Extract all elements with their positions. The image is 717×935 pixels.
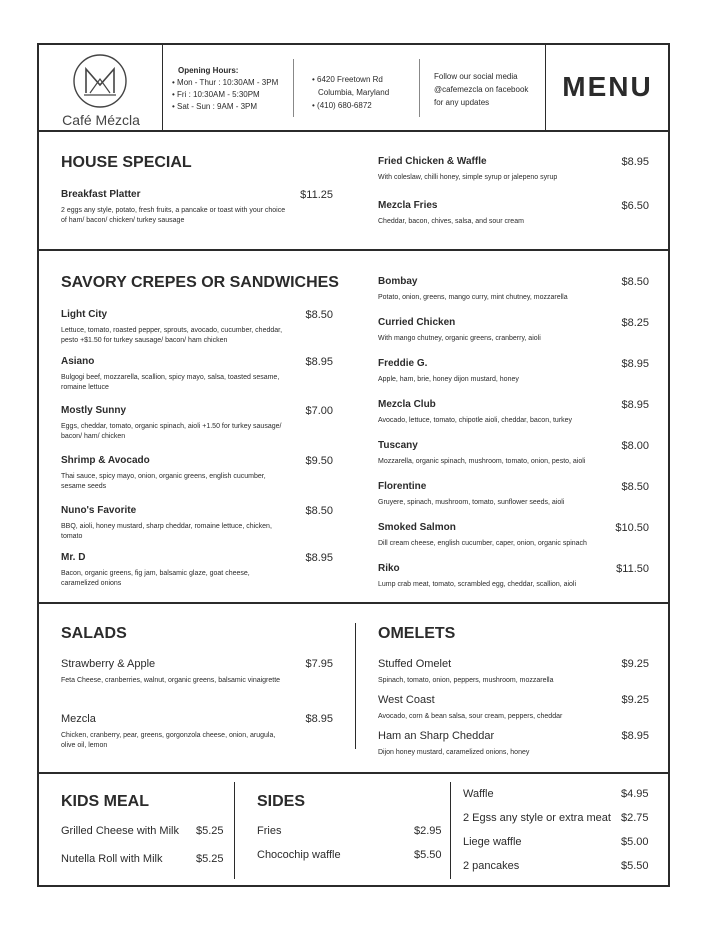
section-divider xyxy=(39,249,668,251)
phone-line: • (410) 680-6872 xyxy=(312,101,372,110)
menu-item xyxy=(61,713,333,751)
menu-item xyxy=(378,358,649,385)
section-title-omelets: OMELETS xyxy=(378,625,456,642)
item-price: $8.50 xyxy=(621,481,649,493)
address-block xyxy=(312,73,389,112)
menu-item xyxy=(378,563,649,590)
item-desc: Mozzarella, organic spinach, mushroom, tomato, onion, pesto, aioli xyxy=(378,458,586,465)
item-desc: Avocado, corn & bean salsa, sour cream, peppers, cheddar xyxy=(378,713,563,720)
column-divider xyxy=(450,782,451,879)
menu-item xyxy=(61,552,333,589)
item-price: $8.95 xyxy=(305,356,333,368)
section-title-savory: SAVORY CREPES OR SANDWICHES xyxy=(61,274,339,291)
menu-title-box xyxy=(545,45,668,132)
item-name: Riko xyxy=(378,563,400,574)
item-name: West Coast xyxy=(378,694,435,706)
social-line: for any updates xyxy=(434,98,490,107)
item-name: Mezcla Club xyxy=(378,399,436,410)
extras-item-name: Liege waffle xyxy=(463,836,522,848)
menu-item xyxy=(378,481,649,508)
item-price: $7.95 xyxy=(305,658,333,670)
item-price: $6.50 xyxy=(621,200,649,212)
column-divider xyxy=(234,782,235,879)
item-name: Asiano xyxy=(61,356,95,367)
menu-frame xyxy=(37,43,670,887)
item-desc: BBQ, aioli, honey mustard, sharp cheddar, romaine lettuce, chicken, tomato xyxy=(61,523,272,540)
menu-item xyxy=(378,730,649,758)
extras-item-name: 2 Egss any style or extra meat xyxy=(463,812,611,824)
item-desc: Eggs, cheddar, tomato, organic spinach, aioli +1.50 for turkey sausage/ bacon/ ham/ chicken xyxy=(61,423,282,440)
menu-header xyxy=(39,45,668,132)
item-name: Stuffed Omelet xyxy=(378,658,452,670)
social-line: Follow our social media xyxy=(434,72,518,81)
item-name: Fried Chicken & Waffle xyxy=(378,156,487,167)
menu-item xyxy=(378,276,649,303)
item-price: $8.95 xyxy=(621,399,649,411)
kids-item-price: $5.25 xyxy=(196,825,224,837)
item-price: $10.50 xyxy=(615,522,649,534)
section-title-salads: SALADS xyxy=(61,625,127,642)
item-price: $8.00 xyxy=(621,440,649,452)
item-desc: Thai sauce, spicy mayo, onion, organic greens, english cucumber, sesame seeds xyxy=(61,473,266,490)
menu-item xyxy=(61,189,333,226)
extras-item-name: Waffle xyxy=(463,788,494,800)
item-price: $8.50 xyxy=(305,505,333,517)
item-price: $8.95 xyxy=(621,730,649,742)
menu-item xyxy=(61,658,333,686)
menu-item xyxy=(378,317,649,344)
item-desc: Lump crab meat, tomato, scrambled egg, cheddar, scallion, aioli xyxy=(378,581,577,588)
item-desc: 2 eggs any style, potato, fresh fruits, a pancake or toast with your choice of ham/ bacon/ chicken/ turkey sausage xyxy=(61,207,286,224)
opening-hours xyxy=(172,65,278,113)
sides-item-price: $2.95 xyxy=(414,825,442,837)
item-price: $11.25 xyxy=(300,189,333,201)
social-block xyxy=(434,70,528,109)
item-price: $11.50 xyxy=(616,563,649,575)
item-name: Light City xyxy=(61,309,108,320)
menu-item xyxy=(378,156,649,183)
item-desc: Dill cream cheese, english cucumber, caper, onion, organic spinach xyxy=(378,540,587,547)
menu-item xyxy=(61,356,333,393)
item-desc: Dijon honey mustard, caramelized onions, honey xyxy=(378,749,530,756)
hours-title: Opening Hours: xyxy=(178,66,239,75)
menu-item xyxy=(378,522,649,549)
menu-item xyxy=(378,658,649,686)
item-desc: With mango chutney, organic greens, cranberry, aioli xyxy=(378,335,541,342)
item-price: $8.95 xyxy=(305,552,333,564)
logo-block xyxy=(39,45,163,132)
hours-line: • Mon - Thur : 10:30AM - 3PM xyxy=(172,78,279,87)
sides-item-price: $5.50 xyxy=(414,849,442,861)
sides-item-name: Chocochip waffle xyxy=(257,849,341,861)
item-name: Mostly Sunny xyxy=(61,405,127,416)
item-name: Mezcla Fries xyxy=(378,200,438,211)
item-price: $8.50 xyxy=(305,309,333,321)
section-divider xyxy=(39,602,668,604)
item-name: Bombay xyxy=(378,276,418,287)
section-title-house-special: HOUSE SPECIAL xyxy=(61,154,192,171)
item-price: $8.25 xyxy=(621,317,649,329)
menu-item xyxy=(378,399,649,426)
hours-line: • Sat - Sun : 9AM - 3PM xyxy=(172,102,258,111)
brand-name: Café Mézcla xyxy=(62,112,140,128)
menu-item xyxy=(378,694,649,722)
menu-item xyxy=(378,200,649,227)
cafe-logo-icon xyxy=(72,53,128,109)
menu-item xyxy=(61,405,333,442)
item-price: $9.25 xyxy=(621,694,649,706)
item-price: $8.95 xyxy=(621,358,649,370)
item-price: $8.50 xyxy=(621,276,649,288)
section-title-sides: SIDES xyxy=(257,793,306,810)
item-desc: Gruyere, spinach, mushroom, tomato, sunflower seeds, aioli xyxy=(378,499,565,506)
menu-item xyxy=(61,455,333,492)
item-price: $8.95 xyxy=(305,713,333,725)
item-price: $8.95 xyxy=(621,156,649,168)
extras-item-price: $5.50 xyxy=(621,860,649,872)
item-name: Nuno's Favorite xyxy=(61,505,137,516)
extras-item-price: $4.95 xyxy=(621,788,649,800)
item-desc: Bulgogi beef, mozzarella, scallion, spicy mayo, salsa, toasted sesame, romaine lettuce xyxy=(61,374,280,391)
item-name: Mr. D xyxy=(61,552,86,563)
item-name: Tuscany xyxy=(378,440,418,451)
item-price: $9.25 xyxy=(621,658,649,670)
item-name: Florentine xyxy=(378,481,427,492)
menu-item xyxy=(378,440,649,467)
menu-item xyxy=(61,505,333,542)
item-price: $7.00 xyxy=(305,405,333,417)
menu-item xyxy=(61,309,333,346)
item-price: $9.50 xyxy=(305,455,333,467)
item-name: Mezcla xyxy=(61,713,96,725)
item-desc: Lettuce, tomato, roasted pepper, sprouts, avocado, cucumber, cheddar, pesto +$1.50 for turkey sausage/ bacon/ ham chicken xyxy=(61,327,283,344)
item-desc: Potato, onion, greens, mango curry, mint chutney, mozzarella xyxy=(378,294,568,301)
social-line: @cafemezcla on facebook xyxy=(434,85,529,94)
item-desc: Apple, ham, brie, honey dijon mustard, honey xyxy=(378,376,519,383)
item-name: Smoked Salmon xyxy=(378,522,456,533)
kids-item-price: $5.25 xyxy=(196,853,224,865)
item-desc: Feta Cheese, cranberries, walnut, organic greens, balsamic vinaigrette xyxy=(61,677,281,684)
address-line: • 6420 Freetown Rd xyxy=(312,75,383,84)
item-desc: Chicken, cranberry, pear, greens, gorgonzola cheese, onion, arugula, olive oil, lemon xyxy=(61,732,276,749)
section-title-kids-meal: KIDS MEAL xyxy=(61,793,149,810)
divider xyxy=(293,59,294,117)
item-name: Ham an Sharp Cheddar xyxy=(378,730,495,742)
item-name: Shrimp & Avocado xyxy=(61,455,150,466)
extras-item-price: $5.00 xyxy=(621,836,649,848)
kids-item-name: Grilled Cheese with Milk xyxy=(61,825,179,837)
item-name: Freddie G. xyxy=(378,358,428,369)
sides-item-name: Fries xyxy=(257,825,282,837)
item-desc: Avocado, lettuce, tomato, chipotle aioli, cheddar, bacon, turkey xyxy=(378,417,573,424)
item-name: Breakfast Platter xyxy=(61,189,141,200)
item-desc: Bacon, organic greens, fig jam, balsamic glaze, goat cheese, caramelized onions xyxy=(61,570,250,587)
kids-item-name: Nutella Roll with Milk xyxy=(61,853,163,865)
divider xyxy=(419,59,420,117)
column-divider xyxy=(355,623,356,749)
section-divider xyxy=(39,772,668,774)
menu-title: MENU xyxy=(562,71,653,102)
item-name: Curried Chicken xyxy=(378,317,456,328)
hours-line: • Fri : 10:30AM - 5:30PM xyxy=(172,90,260,99)
item-desc: Spinach, tomato, onion, peppers, mushroom, mozzarella xyxy=(378,677,554,684)
item-desc: With coleslaw, chilli honey, simple syrup or jalepeno syrup xyxy=(378,174,558,181)
item-desc: Cheddar, bacon, chives, salsa, and sour cream xyxy=(378,218,524,225)
extras-item-price: $2.75 xyxy=(621,812,649,824)
item-name: Strawberry & Apple xyxy=(61,658,156,670)
address-line: Columbia, Maryland xyxy=(318,88,390,97)
extras-item-name: 2 pancakes xyxy=(463,860,520,872)
